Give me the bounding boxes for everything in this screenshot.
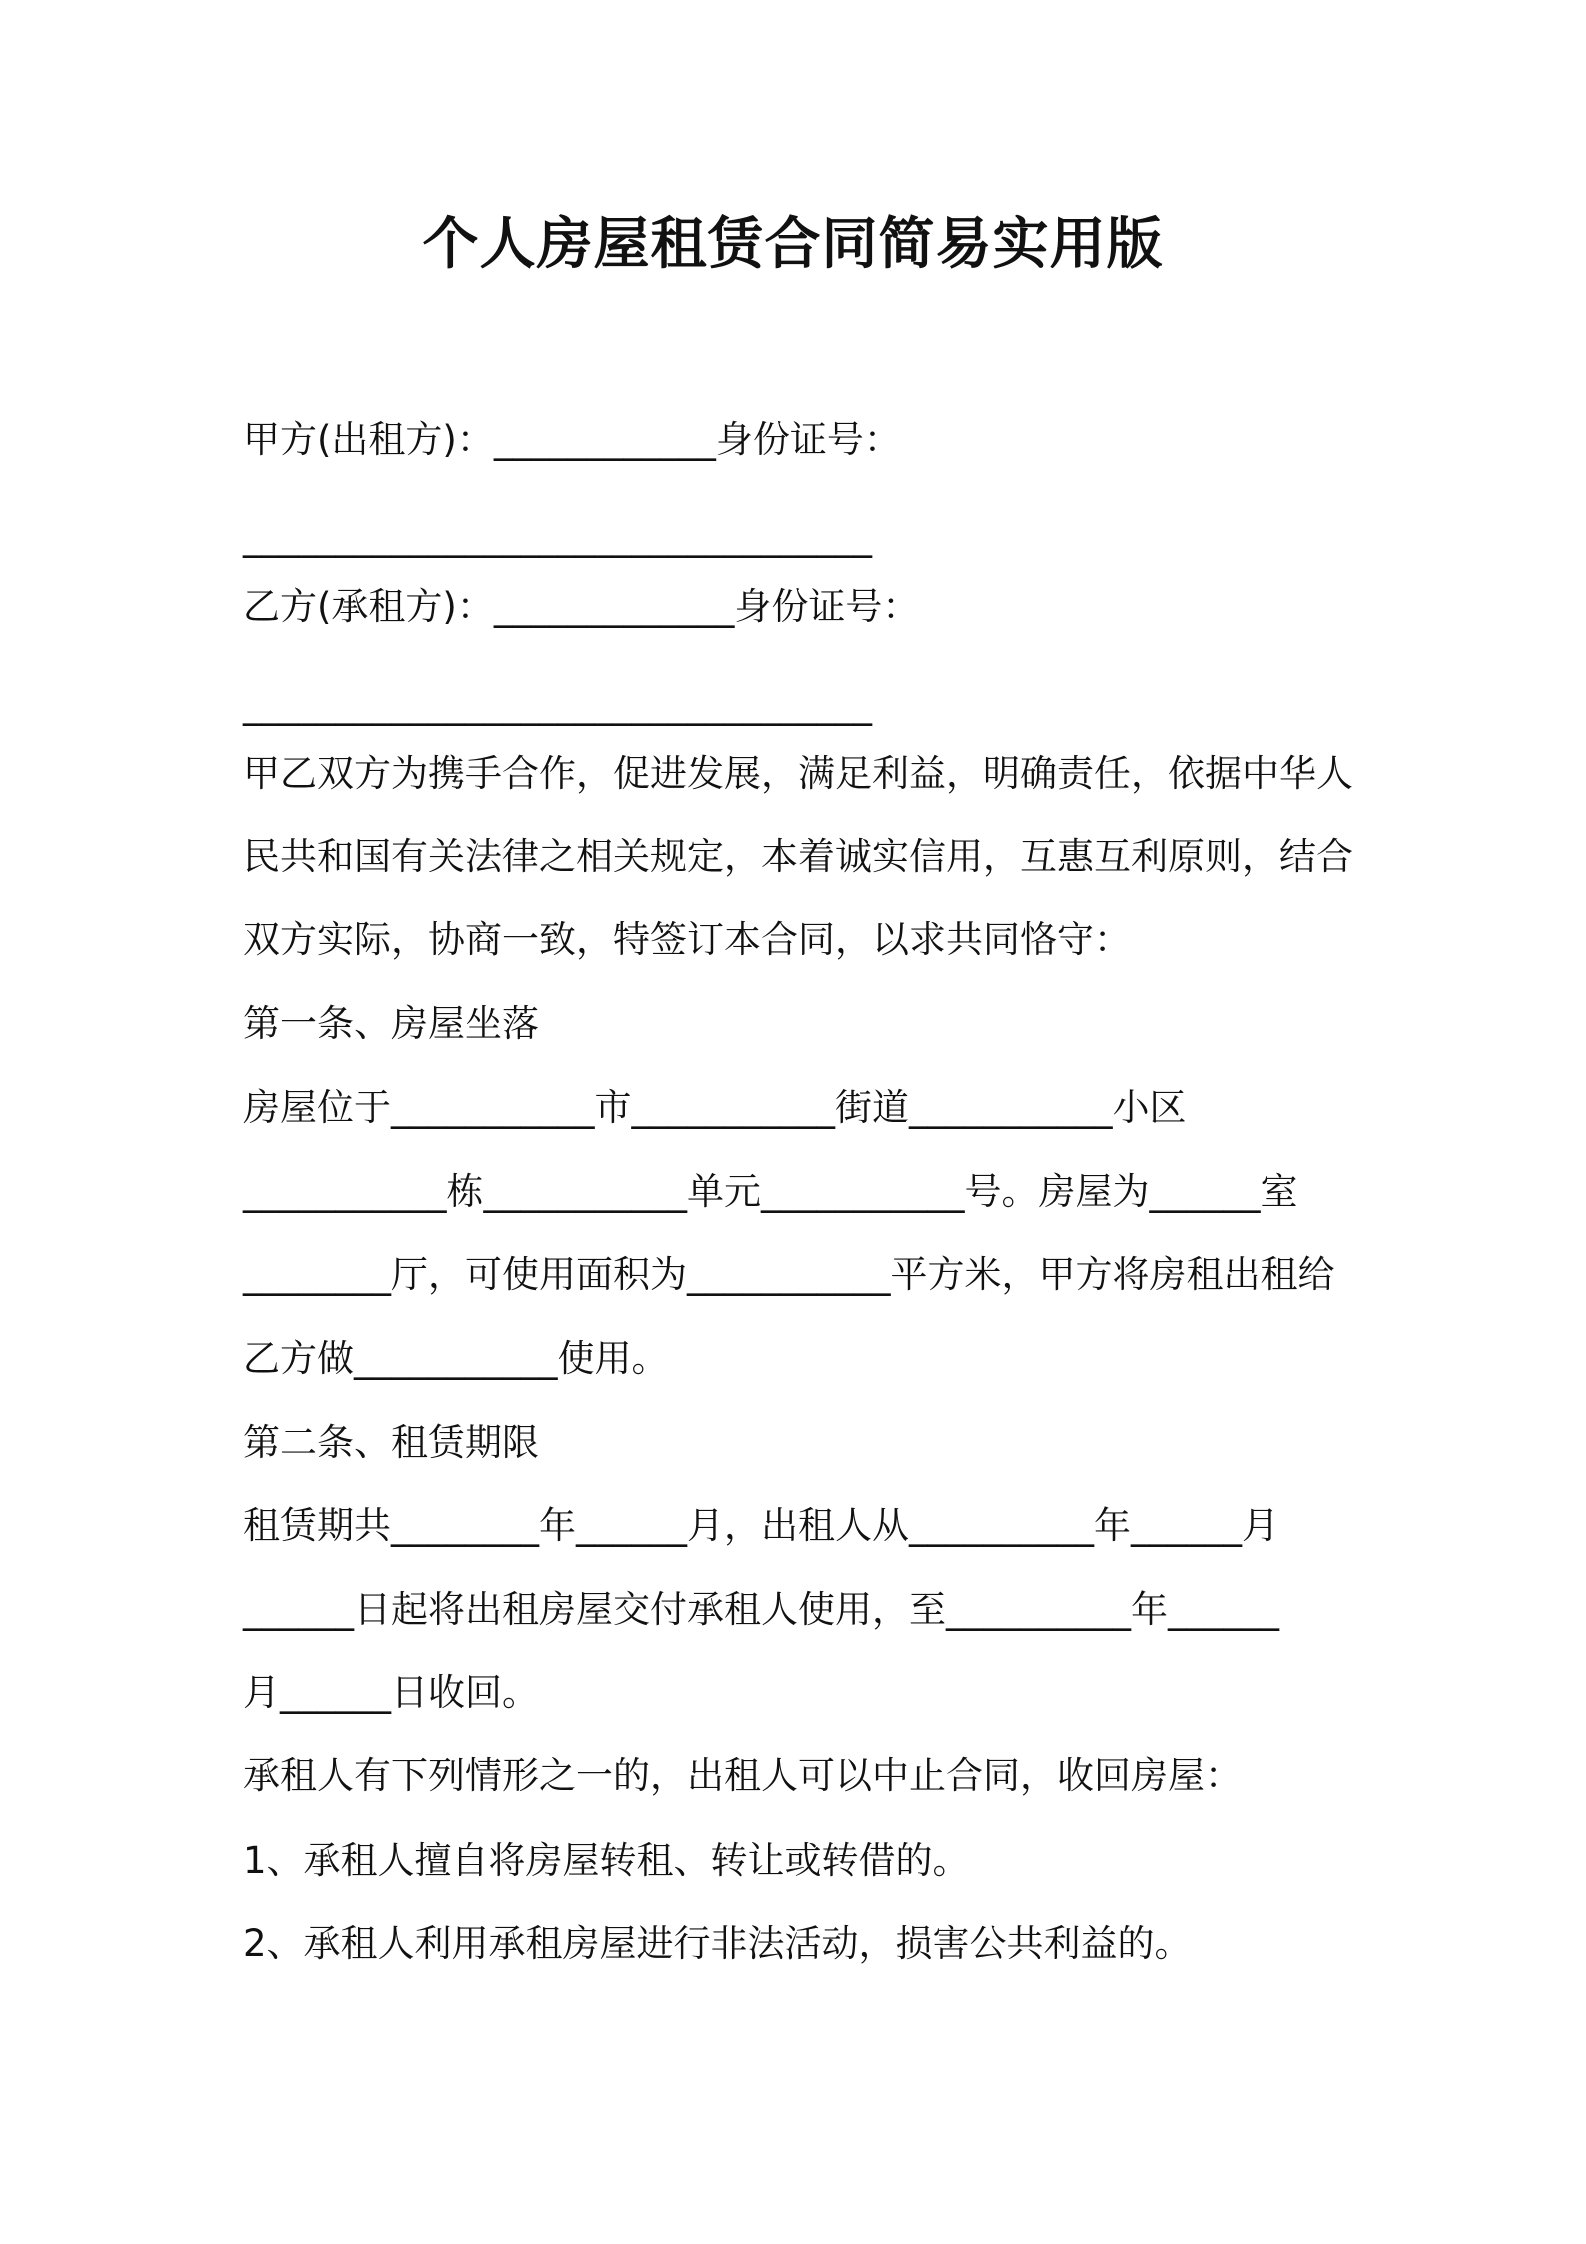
party-a-line: 甲方(出租方)：____________身份证号： [243,418,901,461]
preamble-line-1: 甲乙双方为携手合作，促进发展，满足利益，明确责任，依据中华人 [243,752,1353,795]
preamble-line-2: 民共和国有关法律之相关规定，本着诚实信用，互惠互利原则，结合 [243,835,1353,878]
party-a-id-blank: __________________________________ [243,515,872,558]
document-title: 个人房屋租赁合同简易实用版 [422,212,1164,277]
article-1-line-4: 乙方做___________使用。 [243,1337,669,1380]
article-1-line-1: 房屋位于___________市___________街道___________小区 [243,1086,1187,1129]
termination-clause-2: 2、承租人利用承租房屋进行非法活动，损害公共利益的。 [243,1922,1192,1965]
article-2-line-2: ______日起将出租房屋交付承租人使用，至__________年______ [243,1588,1279,1631]
preamble-line-3: 双方实际，协商一致，特签订本合同，以求共同恪守： [243,918,1131,961]
article-1-line-3: ________厅，可使用面积为___________平方米，甲方将房租出租给 [243,1253,1335,1296]
article-2-heading: 第二条、租赁期限 [243,1421,539,1464]
party-b-id-blank: __________________________________ [243,683,872,726]
article-2-line-1: 租赁期共________年______月，出租人从__________年______月 [243,1504,1279,1547]
article-1-line-2: ___________栋___________单元___________号。房屋为______室 [243,1170,1298,1213]
termination-intro: 承租人有下列情形之一的，出租人可以中止合同，收回房屋： [243,1754,1242,1797]
article-2-line-3: 月______日收回。 [243,1671,539,1714]
article-1-heading: 第一条、房屋坐落 [243,1002,539,1045]
termination-clause-1: 1、承租人擅自将房屋转租、转让或转借的。 [243,1839,970,1882]
party-b-line: 乙方(承租方)：_____________身份证号： [243,585,920,628]
